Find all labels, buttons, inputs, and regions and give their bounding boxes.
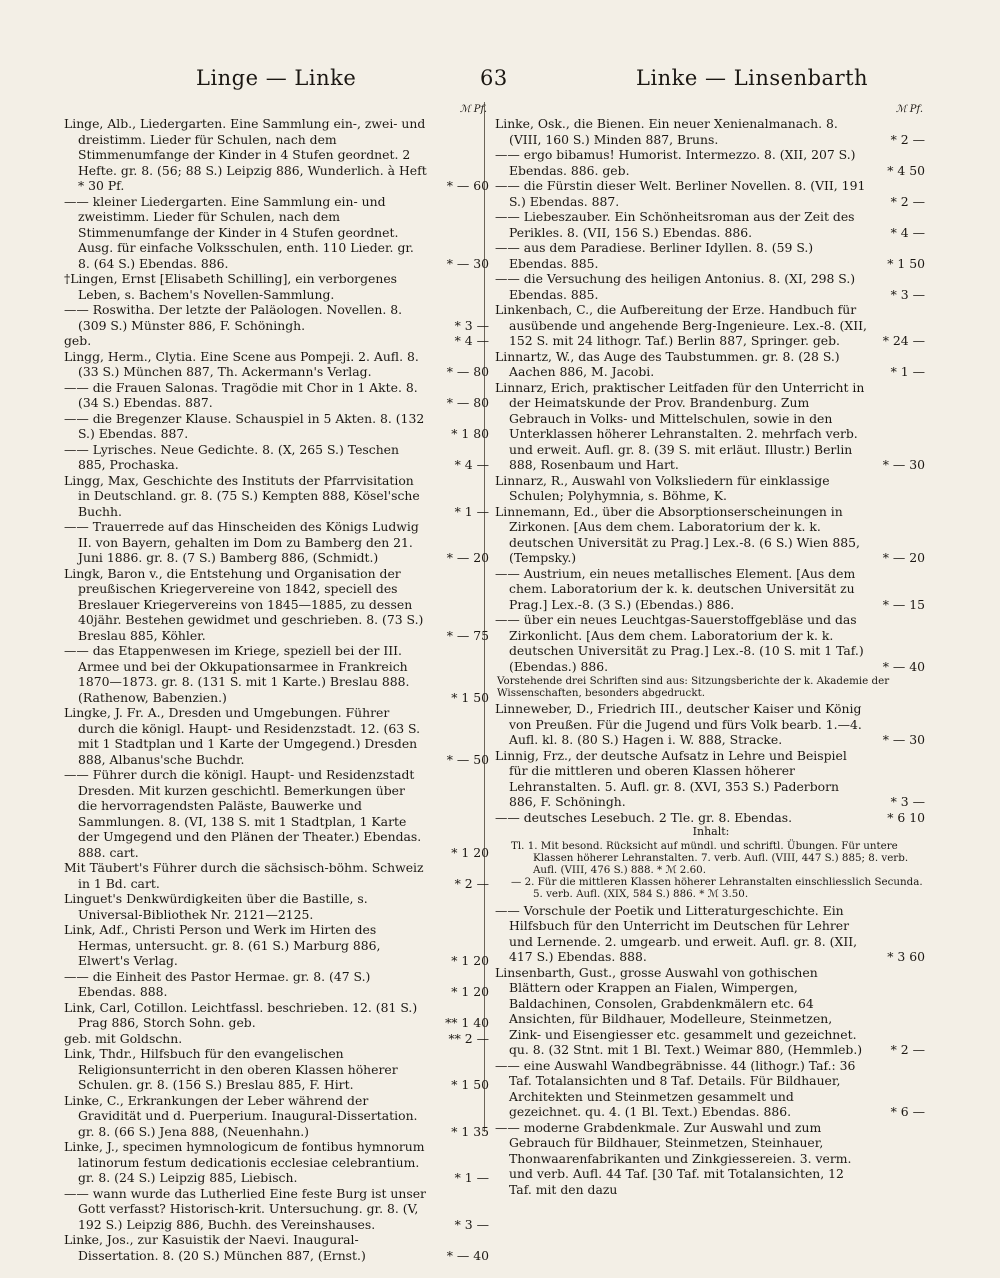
entry-price: * — 30 (446, 255, 489, 271)
catalog-entry (495, 612, 925, 674)
entry-text: Linnartz, W., das Auge des Taubstummen. gr. 8. (28 S.) Aachen 886, M. Jacobi. (495, 348, 840, 379)
entry-text: Linnig, Frz., der deutsche Aufsatz in Lehre und Beispiel für die mittleren und oberen Klassen höherer Lehranstalten. 5. Aufl. gr. 8. (XVI, 353 S.) Paderborn 886, F. Schöningh. (495, 747, 847, 810)
entry-price: * 4 — (454, 457, 489, 472)
entry-price: * — 60 (446, 178, 489, 193)
catalog-entry (64, 333, 489, 349)
entry-text: Link, Carl, Cotillon. Leichtfassl. beschrieben. 12. (81 S.) Prag 886, Storch Sohn. geb. (64, 999, 418, 1030)
entry-price: * 2 — (890, 131, 925, 147)
entry-price: * 6 10 (887, 809, 925, 825)
entry-price: * — 15 (882, 596, 925, 612)
entry-price: * 3 60 (887, 949, 925, 965)
entry-text: —— aus dem Paradiese. Berliner Idyllen. 8. (59 S.) Ebendas. 885. (495, 240, 814, 271)
entry-text: Link, Thdr., Hilfsbuch für den evangelischen Religionsunterricht in den oberen Klassen höherer Schulen. gr. 8. (156 S.) Breslau 885, F. Hirt. (64, 1046, 398, 1092)
entry-price: * 1 — (890, 364, 925, 379)
entry-text: Lingke, J. Fr. A., Dresden und Umgebungen. Führer durch die königl. Haupt- und Residenzstadt. 12. (63 S. mit 1 Stadtplan und 1 Karte der Umgegend.) Dresden 888, Albanus'sche Buchdr. (64, 705, 421, 767)
entry-price: * 1 20 (451, 953, 489, 968)
contents-block (495, 826, 925, 900)
entry-text: —— moderne Grabdenkmale. Zur Auswahl und zum Gebrauch für Bildhauer, Steinmetzen, Steinhauer, Thonwaarenfabrikanten und Zinkgiessereien. 3. verm. und verb. Aufl. 44 Taf. [30 Taf. mit Totalansichten, 12 Taf. mit den dazu (495, 1119, 852, 1197)
contents-line: — 2. Für die mittleren Klassen höherer Lehranstalten einschliesslich Secunda. 5. verb. Aufl. (XIX, 584 S.) 886. * ℳ 3.50. (511, 876, 923, 901)
entry-text: Linke, Osk., die Bienen. Ein neuer Xenienalmanach. 8. (VIII, 160 S.) Minden 887, Bruns. (495, 116, 838, 147)
entry-price: * 2 — (454, 875, 489, 891)
catalog-entry (495, 380, 925, 473)
catalog-entry (64, 1232, 489, 1263)
entry-price: * — 50 (446, 751, 489, 767)
entry-text: —— Trauerrede auf das Hinscheiden des Königs Ludwig II. von Bayern, gehalten im Dom zu Bamberg den 21. Juni 1886. gr. 8. (7 S.) Bamberg 886, (Schmidt.) (64, 519, 419, 565)
catalog-entry (64, 194, 489, 272)
catalog-entry (495, 147, 925, 178)
entry-text: Linneweber, D., Friedrich III., deutscher Kaiser und König von Preußen. Für die Jugend und fürs Volk bearb. 1.—4. Aufl. kl. 8. (80 S.) Hagen i. W. 888, Stracke. (495, 701, 862, 748)
catalog-entry (64, 1031, 489, 1047)
entry-price: * 3 — (454, 317, 489, 333)
entry-price: * — 80 (446, 395, 489, 410)
right-entries-bottom (495, 903, 925, 1198)
left-column (64, 104, 489, 1263)
catalog-entry (495, 903, 925, 965)
entry-price: ** 1 40 (445, 1015, 489, 1030)
entry-text: Link, Adf., Christi Person und Werk im Hirten des Hermas, untersucht. gr. 8. (61 S.) Marburg 886, Elwert's Verlag. (64, 922, 381, 968)
catalog-entry (64, 891, 489, 922)
entry-text: geb. (64, 333, 92, 348)
catalog-entry (64, 519, 489, 566)
entry-text: Linge, Alb., Liedergarten. Eine Sammlung ein-, zwei- und dreistimm. Lieder für Schulen, nach dem Stimmenumfange der Kinder in 4 Stufen geordnet. 2 Hefte. gr. 8. (56; 88 S.) Leipzig 886, Wunderlich. à Heft * 30 Pf. (64, 116, 427, 193)
entry-text: —— die Frauen Salonas. Tragödie mit Chor in 1 Akte. 8. (34 S.) Ebendas. 887. (64, 379, 418, 410)
entry-text: Linke, C., Erkrankungen der Leber während der Gravidität und d. Puerperium. Inaugural-Dissertation. gr. 8. (66 S.) Jena 888, (Neuenhahn.) (64, 1092, 418, 1139)
entry-text: —— über ein neues Leuchtgas-Sauerstoffgebläse und das Zirkonlicht. [Aus dem chem. Laboratorium der k. k. deutschen Universität zu Prag.] Lex.-8. (10 S. mit 1 Taf.) (Ebendas.) 886. (495, 612, 864, 674)
catalog-entry (64, 116, 489, 194)
entry-text: —— die Bregenzer Klause. Schauspiel in 5 Akten. 8. (132 S.) Ebendas. 887. (64, 410, 425, 441)
entry-price: * 4 — (890, 224, 925, 240)
entry-text: —— Vorschule der Poetik und Litteraturgeschichte. Ein Hilfsbuch für den Unterricht im Deutschen für Lehrer und Lernende. 2. umgearb. und erweit. Aufl. gr. 8. (XII, 417 S.) Ebendas. 888. (495, 902, 858, 965)
catalog-entry (495, 116, 925, 147)
catalog-entry (64, 1186, 489, 1233)
entry-text: —— deutsches Lesebuch. 2 Tle. gr. 8. Ebendas. (495, 809, 793, 825)
catalog-entry (495, 965, 925, 1058)
entry-price: * — 30 (882, 732, 925, 748)
catalog-entry (64, 643, 489, 705)
catalog-entry (64, 302, 489, 333)
catalog-entry (64, 349, 489, 380)
entry-price: * — 40 (446, 1247, 489, 1263)
entry-price: * 6 — (890, 1104, 925, 1120)
entry-price: * — 30 (882, 457, 925, 472)
price-column-header: ℳ Pf. (895, 104, 923, 115)
entry-price: * 2 — (890, 1042, 925, 1058)
catalog-entry (64, 566, 489, 644)
catalog-entry (495, 566, 925, 613)
entry-text: —— Roswitha. Der letzte der Paläologen. Novellen. 8. (309 S.) Münster 886, F. Schöningh. (64, 302, 403, 333)
entry-text: —— eine Auswahl Wandbegräbnisse. 44 (lithogr.) Taf.: 36 Taf. Totalansichten und 8 Taf. Details. Für Bildhauer, Architekten und Steinmetzen gesammelt und gezeichnet. qu. 4. (1 Bl. Text.) Ebendas. 886. (495, 1057, 856, 1120)
entry-price: * 3 — (454, 1216, 489, 1232)
entry-text: Linnarz, R., Auswahl von Volksliedern für einklassige Schulen; Polyhymnia, s. Böhme, K. (495, 472, 830, 503)
entry-text: geb. mit Goldschn. (64, 1030, 183, 1046)
catalog-entry (495, 748, 925, 810)
entry-price: * 2 — (890, 193, 925, 209)
catalog-entry (64, 767, 489, 860)
catalog-entry (64, 411, 489, 442)
catalog-entry (64, 380, 489, 411)
entry-text: —— die Fürstin dieser Welt. Berliner Novellen. 8. (VII, 191 S.) Ebendas. 887. (495, 178, 866, 209)
entry-price: ** 2 — (448, 1030, 489, 1046)
entry-text: Linnarz, Erich, praktischer Leitfaden für den Unterricht in der Heimatskunde der Prov. Brandenburg. Zum Gebrauch in Volks- und Mittelschulen, sowie in den Unterklassen höherer Lehranstalten. 2. mehrfach verb. und erweit. Aufl. gr. 8. (39 S. mit erläut. Illustr.) Berlin 888, Rosenbaum und Hart. (495, 379, 865, 472)
catalog-entry (64, 705, 489, 767)
entry-text: —— ergo bibamus! Humorist. Intermezzo. 8. (XII, 207 S.) Ebendas. 886. geb. (495, 147, 856, 178)
catalog-entry (495, 209, 925, 240)
catalog-entry (495, 1120, 925, 1198)
entry-price: * — 40 (882, 658, 925, 674)
catalog-entry (64, 922, 489, 969)
right-column (495, 104, 925, 1197)
catalog-entry (495, 504, 925, 566)
entry-text: †Lingen, Ernst [Elisabeth Schilling], ein verborgenes Leben, s. Bachem's Novellen-Sammlung. (64, 271, 398, 302)
entry-price: * 4 50 (887, 162, 925, 178)
entry-text: Lingg, Max, Geschichte des Instituts der Pfarrvisitation in Deutschland. gr. 8. (75 S.) Kempten 888, Kösel'sche Buchh. (64, 472, 420, 519)
entry-price: * 1 20 (451, 844, 489, 860)
entry-text: Mit Täubert's Führer durch die sächsisch-böhm. Schweiz in 1 Bd. cart. (64, 860, 424, 891)
entry-price: * 24 — (882, 333, 925, 348)
entry-price: * 1 — (454, 1170, 489, 1185)
entry-text: —— die Versuchung des heiligen Antonius. 8. (XI, 298 S.) Ebendas. 885. (495, 271, 856, 302)
right-entries-mid (495, 701, 925, 825)
catalog-entry (64, 1000, 489, 1031)
entry-text: —— Liebeszauber. Ein Schönheitsroman aus der Zeit des Perikles. 8. (VII, 156 S.) Ebendas. 886. (495, 209, 855, 240)
entry-text: Linke, Jos., zur Kasuistik der Naevi. Inaugural-Dissertation. 8. (20 S.) München 887, (Ernst.) (64, 1232, 366, 1263)
entry-text: Linkenbach, C., die Aufbereitung der Erze. Handbuch für ausübende und angehende Berg-Ingenieure. Lex.-8. (XII, 152 S. mit 24 lithogr. Taf.) Berlin 887, Springer. geb. (495, 302, 867, 348)
entry-text: —— kleiner Liedergarten. Eine Sammlung ein- und zweistimm. Lieder für Schulen, nach dem Stimmenumfange der Kinder in 4 Stufen geordnet. Ausg. für einfache Volksschulen, enth. 110 Lieder. gr. 8. (64 S.) Ebendas. 886. (64, 193, 414, 271)
entry-text: Linsenbarth, Gust., grosse Auswahl von gothischen Blättern oder Krappen an Fialen, Wimpergen, Baldachinen, Consolen, Grabdenkmälern etc. 64 Ansichten, für Bildhauer, Modelleure, Steinmetzen, Zink- und Eisengiesser etc. gesammelt und gezeichnet. qu. 8. (32 Stnt. mit 1 Bl. Text.) Weimar 880, (Hemmleb.) (495, 964, 863, 1058)
price-column-header: ℳ Pf. (459, 104, 487, 115)
entry-price: * 3 — (890, 286, 925, 302)
entry-text: Linke, J., specimen hymnologicum de fontibus hymnorum latinorum festum dedicationis ecclesiae celebrantium. gr. 8. (24 S.) Leipzig 885, Liebisch. (64, 1139, 425, 1185)
catalog-entry (495, 349, 925, 380)
catalog-entry (495, 240, 925, 271)
entry-price: * — 75 (446, 627, 489, 643)
entry-price: * — 20 (882, 550, 925, 565)
entry-price: * — 20 (446, 550, 489, 565)
contents-line: Tl. 1. Mit besond. Rücksicht auf mündl. und schriftl. Übungen. Für untere Klassen höherer Lehranstalten. 7. verb. Aufl. (VIII, 447 S.) 885; 8. verb. Aufl. (VIII, 476 S.) 888. * ℳ 2.60. (511, 839, 909, 877)
catalog-entry (64, 473, 489, 520)
entry-text: —— das Etappenwesen im Kriege, speziell bei der III. Armee und bei der Okkupationsarmee in Frankreich 1870—1873. gr. 8. (131 S. mit 1 Karte.) Breslau 888. (Rathenow, Babenzien.) (64, 643, 410, 705)
catalog-entry (64, 271, 489, 302)
catalog-entry (495, 271, 925, 302)
entry-text: Linnemann, Ed., über die Absorptionserscheinungen in Zirkonen. [Aus dem chem. Laboratorium der k. k. deutschen Universität zu Prag.] Lex.-8. (6 S.) Wien 885, (Tempsky.) (495, 503, 860, 565)
entry-text: Lingk, Baron v., die Entstehung und Organisation der preußischen Kriegervereine von 1842, speciell des Breslauer Kriegervereins von 1845—1885, zu dessen 40jähr. Bestehen gewidmet und geschrieben. 8. (73 S.) Breslau 885, Köhler. (64, 565, 424, 643)
running-head-right: Linke — Linsenbarth (636, 66, 869, 90)
right-entries-top (495, 116, 925, 674)
entry-price: * 1 80 (451, 426, 489, 441)
entry-price: * 1 20 (451, 984, 489, 999)
catalog-entry (495, 178, 925, 209)
catalog-entry (495, 1058, 925, 1120)
entry-text: Linguet's Denkwürdigkeiten über die Bastille, s. Universal-Bibliothek Nr. 2121—2125. (64, 891, 368, 922)
contents-title: Inhalt: (692, 825, 730, 839)
entry-text: —— Führer durch die königl. Haupt- und Residenzstadt Dresden. Mit kurzen geschichtl. Bemerkungen über die hervorragendsten Paläste, Bauwerke und Sammlungen. 8. (VI, 138 S. mit 1 Stadtplan, 1 Karte der Umgegend und den Plänen der Theater.) Ebendas. 888. cart. (64, 767, 422, 860)
catalog-entry (64, 969, 489, 1000)
entry-price: * 4 — (454, 333, 489, 348)
left-entries (64, 116, 489, 1263)
catalog-entry (64, 860, 489, 891)
entry-price: * 1 — (454, 503, 489, 519)
catalog-entry (495, 701, 925, 748)
note-academy: Vorstehende drei Schriften sind aus: Sitzungsberichte der k. Akademie der Wissenschaften, besonders abgedruckt. (497, 675, 890, 700)
catalog-entry (495, 810, 925, 826)
catalog-entry (495, 473, 925, 504)
catalog-entry (64, 442, 489, 473)
entry-text: Lingg, Herm., Clytia. Eine Scene aus Pompeji. 2. Aufl. 8. (33 S.) München 887, Th. Ackermann's Verlag. (64, 348, 419, 379)
entry-price: * — 80 (446, 364, 489, 379)
entry-price: * 1 50 (451, 1077, 489, 1092)
catalog-entry (495, 302, 925, 349)
running-head-left: Linge — Linke (196, 66, 357, 90)
page-number: 63 (480, 66, 508, 90)
entry-price: * 3 — (890, 794, 925, 810)
catalog-entry (64, 1093, 489, 1140)
entry-price: * 1 50 (887, 255, 925, 271)
entry-price: * 1 35 (451, 1123, 489, 1139)
catalog-entry (64, 1139, 489, 1186)
entry-text: —— Austrium, ein neues metallisches Element. [Aus dem chem. Laboratorium der k. k. deutschen Universität zu Prag.] Lex.-8. (3 S.) (Ebendas.) 886. (495, 565, 856, 612)
catalog-entry (64, 1046, 489, 1093)
entry-text: —— die Einheit des Pastor Hermae. gr. 8. (47 S.) Ebendas. 888. (64, 968, 371, 999)
entry-text: —— Lyrisches. Neue Gedichte. 8. (X, 265 S.) Teschen 885, Prochaska. (64, 441, 399, 472)
entry-price: * 1 50 (451, 689, 489, 705)
entry-text: —— wann wurde das Lutherlied Eine feste Burg ist unser Gott verfasst? Historisch-krit. Untersuchung. gr. 8. (V, 192 S.) Leipzig 886, Buchh. des Vereinshauses. (64, 1185, 426, 1232)
